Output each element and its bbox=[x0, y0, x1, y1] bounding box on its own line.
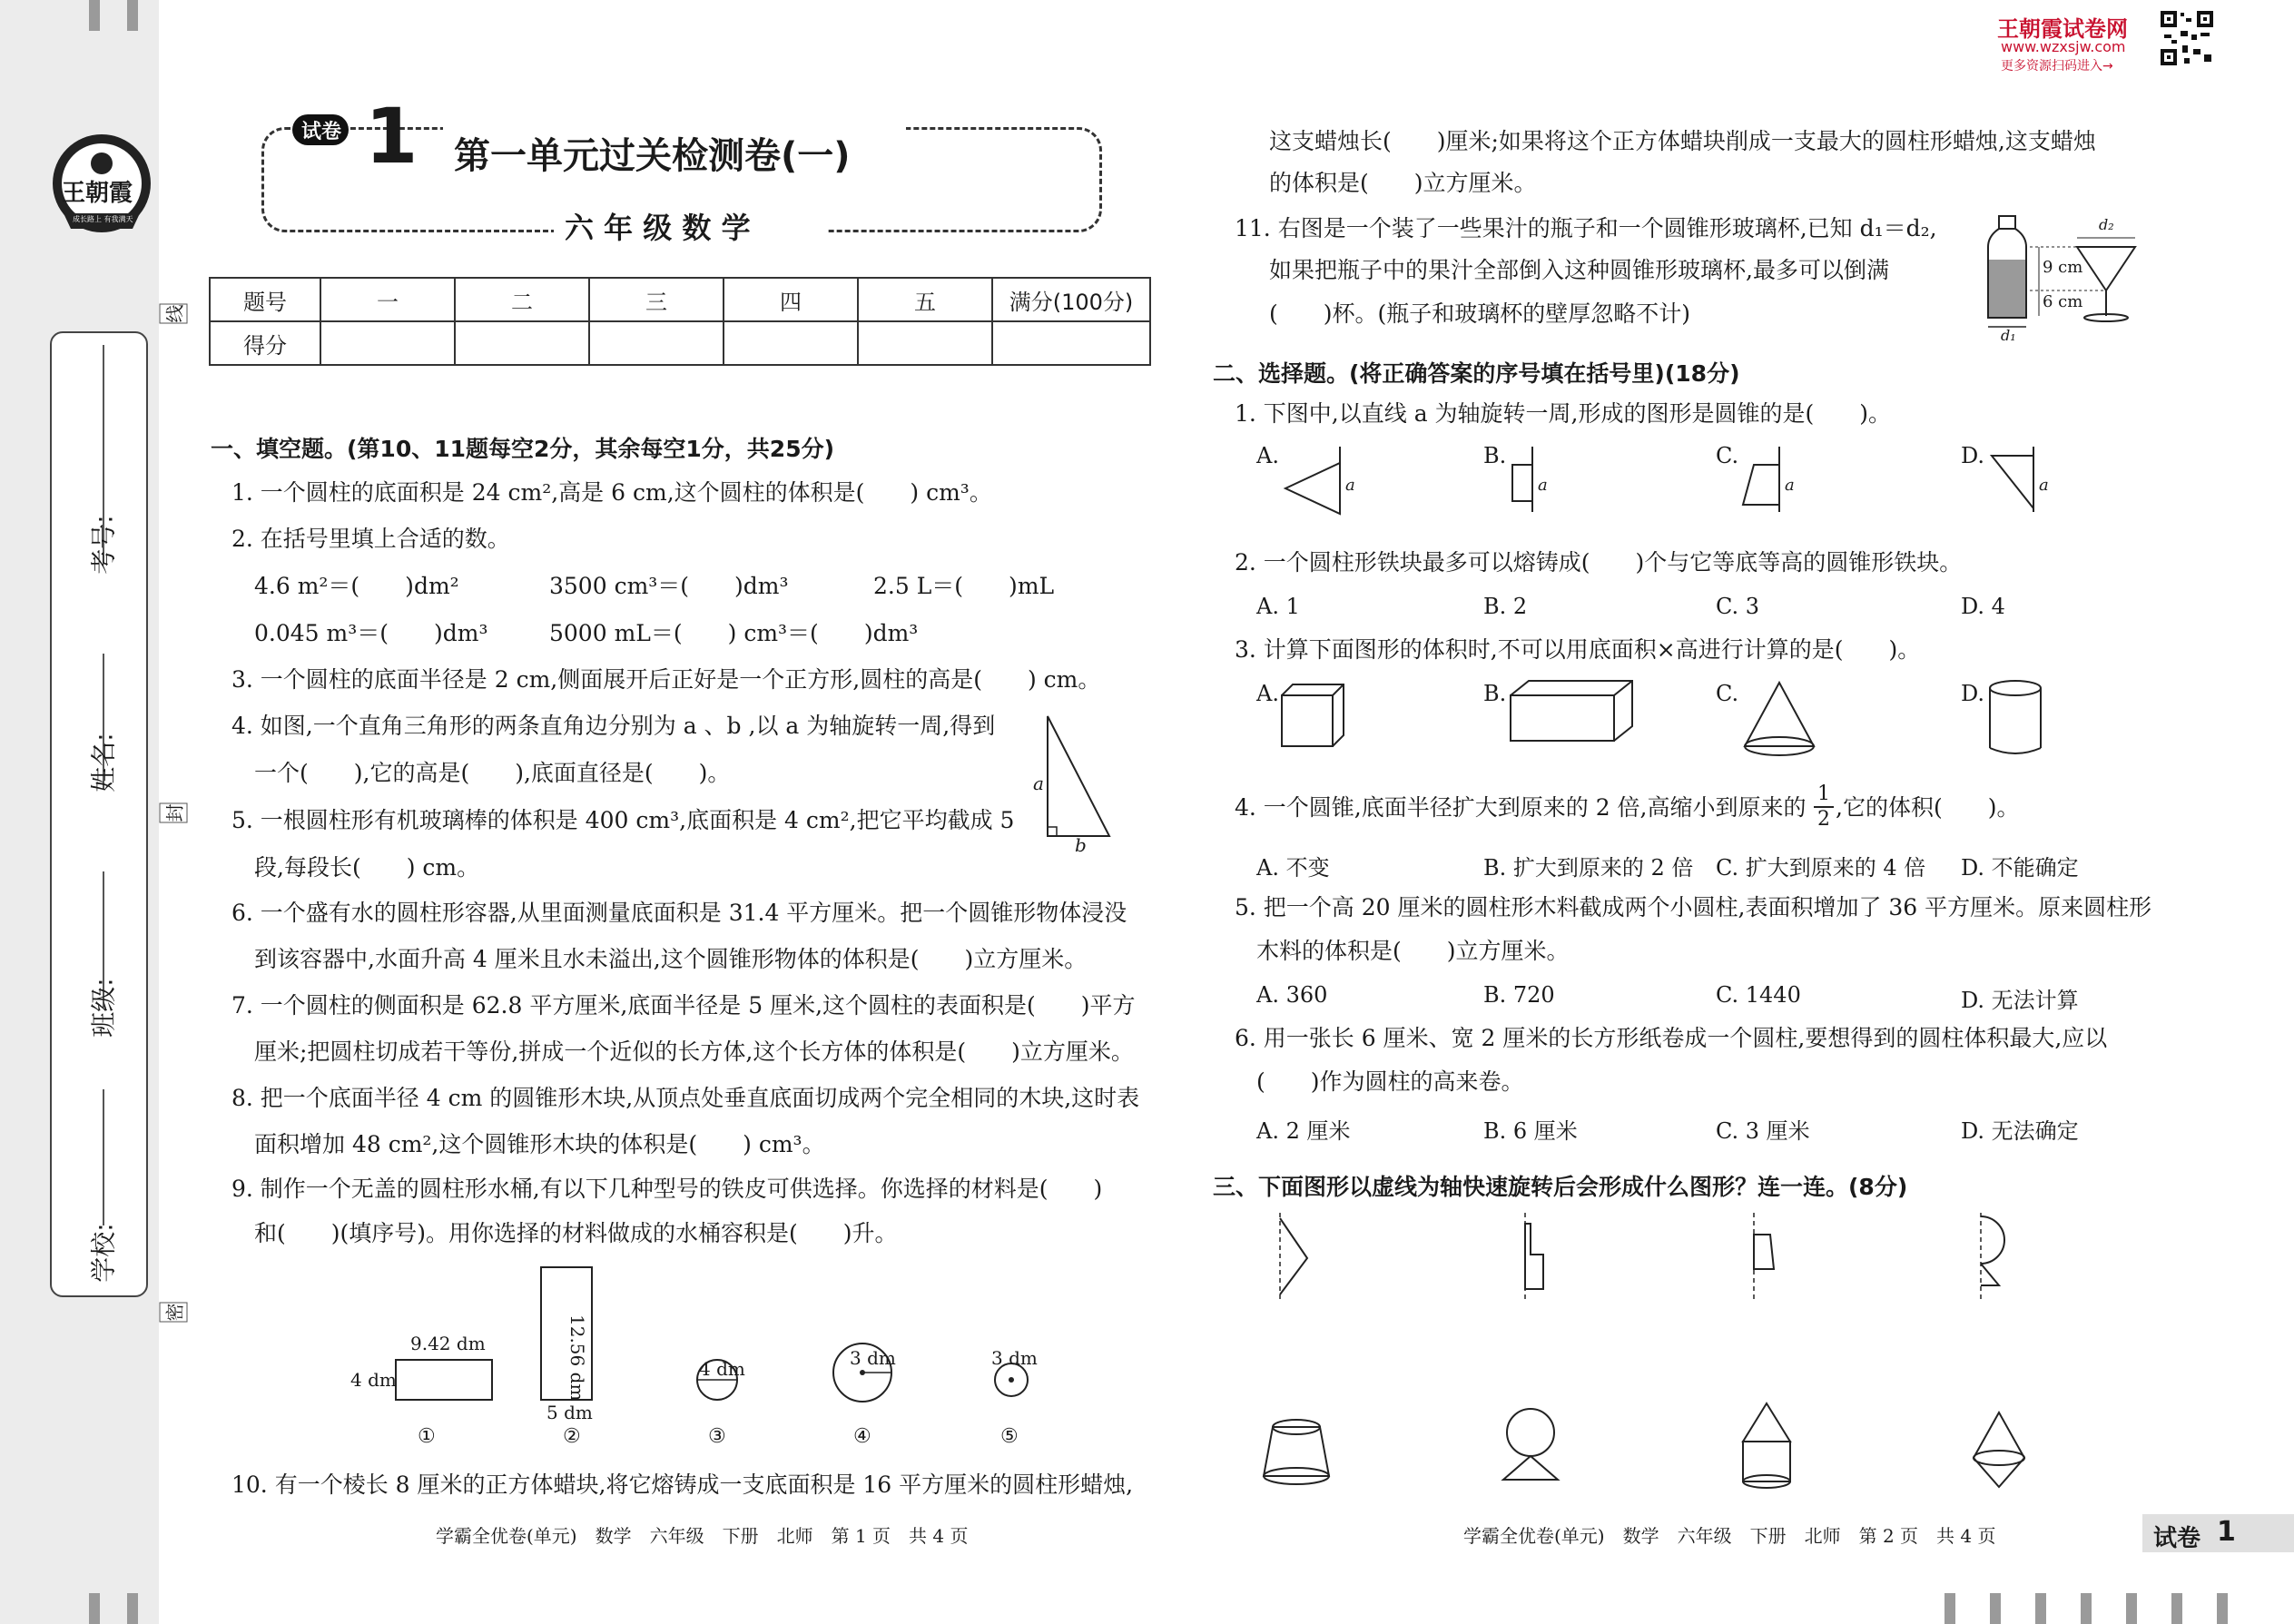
question-1-2b: 3500 cm³＝( )dm³ bbox=[549, 573, 789, 599]
bottle-glass-figure bbox=[1979, 209, 2151, 345]
table-cell: 二 bbox=[455, 278, 589, 321]
footer-right: 学霸全优卷(单元) 数学 六年级 下册 北师 第 2 页 共 4 页 bbox=[1463, 1525, 1996, 1547]
material-label-2: ② bbox=[563, 1425, 581, 1448]
axis-a-label-d: a bbox=[2039, 476, 2049, 495]
question-1-6b: 到该容器中,水面升高 4 厘米且水未溢出,这个圆锥形物体的体积是( )立方厘米。 bbox=[254, 946, 1088, 972]
exam-number: 1 bbox=[365, 92, 418, 181]
question-2-4-post: ,它的体积( )。 bbox=[1836, 794, 2020, 821]
question-2-5b: 木料的体积是( )立方厘米。 bbox=[1256, 938, 1570, 964]
circle5-label: 3 dm bbox=[991, 1347, 1038, 1369]
fraction-numerator: 1 bbox=[1814, 782, 1834, 808]
stem-height-label: 6 cm bbox=[2043, 292, 2083, 311]
page-tag-number: 1 bbox=[2217, 1516, 2236, 1548]
question-1-10b: 这支蜡烛长( )厘米;如果将这个正方体蜡块削成一支最大的圆柱形蜡烛,这支蜡烛 bbox=[1269, 128, 2096, 154]
question-1-2d: 0.045 m³＝( )dm³ bbox=[254, 620, 488, 646]
question-1-7a: 7. 一个圆柱的侧面积是 62.8 平方厘米,底面半径是 5 厘米,这个圆柱的表面积是( )平方 bbox=[231, 992, 1136, 1019]
question-1-11b: 如果把瓶子中的果汁全部倒入这种圆锥形玻璃杯,最多可以倒满 bbox=[1269, 257, 1889, 283]
question-1-5a: 5. 一根圆柱形有机玻璃棒的体积是 400 cm³,底面积是 4 cm²,把它平均截成 5 bbox=[231, 807, 1015, 833]
page-title: 第一单元过关检测卷(一) bbox=[454, 135, 851, 177]
brand-name: 王朝霞试卷网 bbox=[1997, 16, 2128, 42]
question-1-8a: 8. 把一个底面半径 4 cm 的圆锥形木块,从顶点处垂直底面切成两个完全相同的木块,这时表 bbox=[231, 1085, 1140, 1111]
glass-height-label: 9 cm bbox=[2043, 258, 2083, 277]
question-1-2: 2. 在括号里填上合适的数。 bbox=[231, 526, 510, 552]
question-2-3: 3. 计算下面图形的体积时,不可以用底面积×高进行计算的是( )。 bbox=[1235, 636, 1921, 663]
table-cell: 题号 bbox=[210, 278, 320, 321]
edge-mark bbox=[127, 0, 138, 31]
question-1-11a: 11. 右图是一个装了一些果汁的瓶子和一个圆锥形玻璃杯,已知 d₁＝d₂, bbox=[1235, 215, 1937, 241]
question-2-5-option-b[interactable]: B. 720 bbox=[1483, 982, 1555, 1008]
logo-slogan: 成长路上 有我满天 bbox=[73, 215, 133, 223]
material-label-4: ④ bbox=[853, 1425, 871, 1448]
brand-hint: 更多资源扫码进入→ bbox=[2001, 59, 2113, 74]
question-2-1-option-b[interactable]: B. bbox=[1483, 443, 1507, 468]
question-2-6a: 6. 用一张长 6 厘米、宽 2 厘米的长方形纸卷成一个圆柱,要想得到的圆柱体积最大,应以 bbox=[1235, 1025, 2108, 1051]
question-1-4b: 一个( ),它的高是( ),底面直径是( )。 bbox=[254, 760, 731, 786]
question-2-6-option-b[interactable]: B. 6 厘米 bbox=[1483, 1118, 1578, 1144]
edge-mark bbox=[2171, 1593, 2182, 1624]
question-1-5b: 段,每段长( ) cm。 bbox=[254, 854, 480, 881]
edge-mark bbox=[2081, 1593, 2092, 1624]
question-2-6-option-c[interactable]: C. 3 厘米 bbox=[1716, 1118, 1810, 1144]
edge-mark bbox=[2035, 1593, 2046, 1624]
question-1-8b: 面积增加 48 cm²,这个圆锥形木块的体积是( ) cm³。 bbox=[254, 1131, 825, 1157]
rotation-matching-figure bbox=[1253, 1207, 2052, 1507]
question-1-10c: 的体积是( )立方厘米。 bbox=[1269, 170, 1537, 196]
rect1-height-label: 4 dm bbox=[350, 1369, 397, 1391]
seal-seal-mark: 封 bbox=[160, 803, 188, 823]
page-subtitle: 六 年 级 数 学 bbox=[565, 211, 751, 245]
question-2-4-option-b[interactable]: B. 扩大到原来的 2 倍 bbox=[1483, 855, 1694, 881]
question-2-5-option-d[interactable]: D. 无法计算 bbox=[1961, 988, 2079, 1013]
edge-mark bbox=[2126, 1593, 2137, 1624]
question-1-11c: ( )杯。(瓶子和玻璃杯的壁厚忽略不计) bbox=[1269, 300, 1691, 327]
triangle-side-b-label: b bbox=[1075, 834, 1087, 856]
section-2-title: 二、选择题。(将正确答案的序号填在括号里)(18分) bbox=[1213, 360, 1740, 387]
question-2-5-option-a[interactable]: A. 360 bbox=[1256, 982, 1328, 1008]
score-input-cell[interactable] bbox=[724, 321, 858, 365]
title-badge-text: 试卷 bbox=[301, 121, 342, 143]
circle4-label: 3 dm bbox=[850, 1347, 896, 1369]
edge-mark bbox=[89, 1593, 100, 1624]
edge-mark bbox=[127, 1593, 138, 1624]
rotation-shapes-figure bbox=[1271, 443, 2070, 516]
class-label: 班级: bbox=[88, 978, 119, 1038]
table-cell: 得分 bbox=[210, 321, 320, 365]
question-2-3-option-a[interactable]: A. bbox=[1256, 681, 1279, 706]
school-fill-line bbox=[103, 1089, 104, 1225]
name-label: 姓名: bbox=[88, 733, 119, 792]
score-input-cell[interactable] bbox=[858, 321, 992, 365]
rect2-height-label: 12.56 dm bbox=[566, 1314, 588, 1402]
question-1-9a: 9. 制作一个无盖的圆柱形水桶,有以下几种型号的铁皮可供选择。你选择的材料是( ) bbox=[231, 1176, 1103, 1202]
fraction-one-half bbox=[1814, 782, 1834, 837]
material-label-1: ① bbox=[418, 1425, 436, 1448]
question-1-7b: 厘米;把圆柱切成若干等份,拼成一个近似的长方体,这个长方体的体积是( )立方厘米。 bbox=[254, 1038, 1134, 1065]
question-2-2-option-a[interactable]: A. 1 bbox=[1256, 594, 1300, 619]
table-cell: 一 bbox=[320, 278, 455, 321]
question-1-9b: 和( )(填序号)。用你选择的材料做成的水桶容积是( )升。 bbox=[254, 1220, 898, 1246]
footer-left: 学霸全优卷(单元) 数学 六年级 下册 北师 第 1 页 共 4 页 bbox=[436, 1525, 969, 1547]
score-input-cell[interactable] bbox=[992, 321, 1150, 365]
question-2-6-option-a[interactable]: A. 2 厘米 bbox=[1256, 1118, 1351, 1144]
question-2-3-option-d[interactable]: D. bbox=[1961, 681, 1985, 706]
question-2-3-option-b[interactable]: B. bbox=[1483, 681, 1507, 706]
bottle-d1-label: d₁ bbox=[2001, 327, 2016, 344]
page-tag-label: 试卷 bbox=[2153, 1525, 2201, 1552]
logo-text: 王朝霞 bbox=[62, 180, 133, 207]
question-2-3-option-c[interactable]: C. bbox=[1716, 681, 1739, 706]
seal-dense-mark: 密 bbox=[160, 1303, 188, 1323]
question-2-2-option-c[interactable]: C. 3 bbox=[1716, 594, 1760, 619]
material-label-5: ⑤ bbox=[1000, 1425, 1019, 1448]
question-1-2a: 4.6 m²＝( )dm² bbox=[254, 573, 459, 599]
table-cell: 三 bbox=[589, 278, 724, 321]
seal-line-mark: 线 bbox=[160, 304, 188, 324]
material-figures bbox=[345, 1262, 1053, 1452]
question-2-4-option-d[interactable]: D. 不能确定 bbox=[1961, 855, 2079, 881]
score-table-header-row bbox=[210, 278, 1150, 321]
question-2-2-option-d[interactable]: D. 4 bbox=[1961, 594, 2005, 619]
triangle-side-a-label: a bbox=[1033, 773, 1044, 794]
question-2-4-option-c[interactable]: C. 扩大到原来的 4 倍 bbox=[1716, 855, 1926, 881]
question-1-6a: 6. 一个盛有水的圆柱形容器,从里面测量底面积是 31.4 平方厘米。把一个圆锥形物体浸没 bbox=[231, 900, 1127, 926]
question-2-1: 1. 下图中,以直线 a 为轴旋转一周,形成的图形是圆锥的是( )。 bbox=[1235, 400, 1892, 427]
solid-shapes-figure bbox=[1271, 674, 2088, 764]
rect1-width-label: 9.42 dm bbox=[410, 1333, 486, 1354]
axis-a-label-a: a bbox=[1345, 476, 1355, 495]
question-1-2e: 5000 mL＝( ) cm³＝( )dm³ bbox=[549, 620, 919, 646]
exam-no-label: 考号: bbox=[88, 515, 119, 575]
question-2-4-pre: 4. 一个圆锥,底面半径扩大到原来的 2 倍,高缩小到原来的 bbox=[1235, 794, 1807, 821]
axis-a-label-b: a bbox=[1538, 476, 1548, 495]
rect2-width-label: 5 dm bbox=[546, 1402, 593, 1423]
table-cell: 五 bbox=[858, 278, 992, 321]
question-2-4-option-a[interactable]: A. 不变 bbox=[1256, 855, 1330, 881]
score-input-cell[interactable] bbox=[320, 321, 455, 365]
material-label-3: ③ bbox=[708, 1425, 726, 1448]
edge-mark bbox=[2217, 1593, 2228, 1624]
table-cell: 满分(100分) bbox=[992, 278, 1150, 321]
fraction-denominator: 2 bbox=[1817, 808, 1830, 831]
edge-mark bbox=[1990, 1593, 2001, 1624]
brand-url: www.wzxsjw.com bbox=[2001, 38, 2126, 55]
question-1-1: 1. 一个圆柱的底面积是 24 cm²,高是 6 cm,这个圆柱的体积是( ) cm³。 bbox=[231, 479, 992, 506]
score-input-cell[interactable] bbox=[455, 321, 589, 365]
question-2-5-option-c[interactable]: C. 1440 bbox=[1716, 982, 1801, 1008]
student-info-panel bbox=[50, 331, 148, 1297]
score-input-cell[interactable] bbox=[589, 321, 724, 365]
question-2-1-option-a[interactable]: A. bbox=[1256, 443, 1279, 468]
question-2-1-option-c[interactable]: C. bbox=[1716, 443, 1739, 468]
question-1-4a: 4. 如图,一个直角三角形的两条直角边分别为 a 、b ,以 a 为轴旋转一周,得到 bbox=[231, 713, 996, 739]
qr-code-icon[interactable] bbox=[2159, 9, 2215, 67]
school-label: 学校: bbox=[88, 1223, 119, 1283]
question-2-5a: 5. 把一个高 20 厘米的圆柱形木料截成两个小圆柱,表面积增加了 36 平方厘米。原来圆柱形 bbox=[1235, 894, 2152, 920]
axis-a-label-c: a bbox=[1785, 476, 1795, 495]
right-triangle-figure bbox=[1035, 713, 1126, 858]
glass-d2-label: d₂ bbox=[2099, 216, 2114, 233]
circle3-label: 4 dm bbox=[699, 1358, 745, 1380]
question-2-6-option-d[interactable]: D. 无法确定 bbox=[1961, 1118, 2079, 1144]
question-2-2-option-b[interactable]: B. 2 bbox=[1483, 594, 1528, 619]
edge-mark bbox=[89, 0, 100, 31]
question-1-3: 3. 一个圆柱的底面半径是 2 cm,侧面展开后正好是一个正方形,圆柱的高是( ) cm。 bbox=[231, 666, 1101, 693]
question-2-2: 2. 一个圆柱形铁块最多可以熔铸成( )个与它等底等高的圆锥形铁块。 bbox=[1235, 549, 1963, 576]
table-cell: 四 bbox=[724, 278, 858, 321]
question-1-10a: 10. 有一个棱长 8 厘米的正方体蜡块,将它熔铸成一支底面积是 16 平方厘米的圆柱形蜡烛, bbox=[231, 1471, 1134, 1498]
score-table bbox=[209, 277, 1151, 366]
section-1-title: 一、填空题。(第10、11题每空2分，其余每空1分，共25分) bbox=[211, 436, 835, 462]
score-table-score-row bbox=[210, 321, 1150, 365]
edge-mark bbox=[1944, 1593, 1955, 1624]
brand-logo bbox=[45, 127, 159, 245]
question-2-6b: ( )作为圆柱的高来卷。 bbox=[1256, 1068, 1524, 1095]
question-2-1-option-d[interactable]: D. bbox=[1961, 443, 1985, 468]
section-3-title: 三、下面图形以虚线为轴快速旋转后会形成什么图形？连一连。(8分) bbox=[1213, 1174, 1908, 1200]
question-1-2c: 2.5 L＝( )mL bbox=[873, 573, 1055, 599]
